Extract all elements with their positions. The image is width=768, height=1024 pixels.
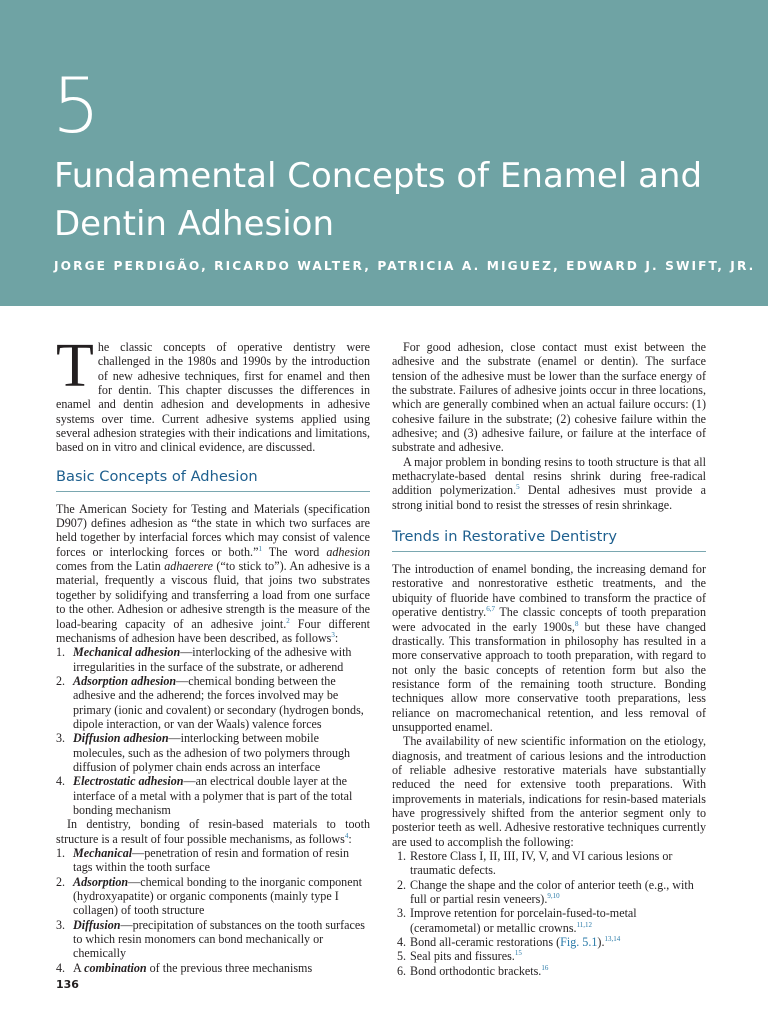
reference-link[interactable]: 3 (331, 630, 335, 639)
list-number: 1. (56, 846, 66, 860)
list-text: Change the shape and the color of anterior teeth (e.g., with full or partial resin veneers). (410, 877, 694, 907)
paragraph (392, 455, 706, 512)
left-column (56, 332, 370, 975)
list-number: 4. (397, 935, 407, 950)
list-item (56, 645, 370, 674)
chapter-number: 5 (52, 61, 100, 150)
text-run: : (348, 831, 352, 846)
section-heading-basic-concepts: Basic Concepts of Adhesion (56, 468, 370, 492)
list-term: Diffusion (73, 917, 121, 932)
list-text: —penetration of resin and formation of resin tags within the tooth surface (73, 846, 350, 875)
figure-link[interactable]: Fig. 5.1 (560, 935, 598, 950)
list-text: —an electrical double layer at the interface of a metal with a polymer that is part of the total bonding mechanism (73, 774, 353, 817)
italic-term: adhesion (326, 544, 370, 559)
list-item (56, 774, 370, 817)
text-run: : (334, 630, 339, 645)
list-text: Bond orthodontic brackets. (410, 963, 542, 978)
reference-link[interactable]: 8 (574, 619, 579, 628)
list-text: Restore Class I, II, III, IV, V, and VI carious lesions or traumatic defects. (410, 849, 673, 878)
chapter-authors: JORGE PERDIGÃO, RICARDO WALTER, PATRICIA A. MIGUEZ, EDWARD J. SWIFT, JR. (54, 259, 756, 273)
list-text: —chemical bonding between the adhesive and the adherend; the forces involved may be primary (ionic and covalent) or secondary (hydrogen bonds, dipole interaction, or van der Waals) valence forces (73, 673, 364, 731)
list-number: 4. (56, 774, 66, 789)
list-term: Adsorption adhesion (73, 673, 177, 688)
list-number: 1. (56, 645, 66, 660)
text-run: The introduction of enamel bonding, the increasing demand for restorative and nonrestorative esthetic treatments, and the ubiquity of fluoride have combined to transform the practice of operative dentistry. (392, 562, 706, 620)
list-item (392, 906, 706, 935)
chapter-banner (0, 0, 768, 306)
list-item (56, 846, 370, 875)
text-run: A major problem in bonding resins to tooth structure is that all methacrylate-based dental resins shrink during free-radical addition polymerization. (392, 454, 706, 498)
reference-link[interactable]: 13,14 (604, 935, 621, 944)
list-item (56, 674, 370, 731)
list-text: —chemical bonding to the inorganic component (hydroxyapatite) or organic components (mainly type I collagen) of tooth structure (73, 874, 362, 918)
text-run: but these have changed drastically. This transformation in philosophy has resulted in a more conservative approach to tooth preparation, with regard to not only the basic concepts of retention form but also the resistance form of the remaining tooth structure. Bonding techniques allow more conservative tooth preparations, less reliance on macromechanical retention, and less removal of unsupported enamel. (392, 619, 706, 734)
reference-link[interactable]: 5 (516, 483, 520, 492)
text-run: Dental adhesives must provide a strong initial bond to resist the stresses of resin shrinkage. (392, 483, 707, 512)
section-heading-trends: Trends in Restorative Dentistry (392, 528, 706, 552)
list-number: 6. (397, 963, 407, 978)
list-item (392, 949, 706, 963)
paragraph: For good adhesion, close contact must exist between the adhesive and the substrate (enamel or dentin). The surface tension of the adhesive must be lower than the surface energy of the substrate. Failures of adhesive joints occur in three locations, which are generally combined when an actual failure occurs: (1) cohesive failure in the substrate; (2) cohesive failure within the adhesive; and (3) adhesive failure, or failure at the interface of substrate and adhesive. (392, 340, 706, 455)
list-text: Seal pits and fissures. (410, 949, 515, 964)
text-run: The word (261, 544, 327, 559)
paragraph (56, 502, 370, 645)
text-run: The classic concepts of tooth preparation were advocated in the early 1900s, (392, 605, 706, 634)
page-number: 136 (56, 978, 79, 991)
list-number: 3. (56, 917, 66, 932)
list-item (56, 875, 370, 918)
list-term: Adsorption (73, 874, 129, 889)
list-text: Improve retention for porcelain-fused-to-metal (ceramometal) or metallic crowns. (410, 906, 637, 935)
paragraph: The availability of new scientific information on the etiology, diagnosis, and treatment of carious lesions and the introduction of reliable adhesive restorative materials have substantially reduced the need for extensive tooth preparations. With improvements in materials, indications for resin-based materials have progressively shifted from the anterior segment only to posterior teeth as well. Adhesive restorative techniques currently are used to accomplish the following: (392, 734, 706, 849)
adhesion-mechanisms-list (56, 645, 370, 817)
list-number: 5. (397, 949, 407, 964)
reference-link[interactable]: 6,7 (486, 605, 495, 614)
list-term: Mechanical adhesion (73, 645, 181, 660)
list-text: A (73, 960, 85, 975)
list-item (392, 964, 706, 978)
list-term: combination (84, 960, 147, 975)
list-item (56, 918, 370, 961)
list-item (56, 961, 370, 975)
list-number: 2. (56, 673, 66, 688)
list-text: ). (597, 935, 605, 950)
list-item (392, 935, 706, 949)
reference-link[interactable]: 16 (541, 963, 549, 972)
list-item (56, 731, 370, 774)
text-run: In dentistry, bonding of resin-based materials to tooth structure is a result of four possible mechanisms, as follows (56, 817, 370, 846)
paragraph (392, 562, 706, 734)
right-column (392, 340, 706, 978)
drop-cap: T (56, 332, 94, 400)
list-term: Mechanical (73, 846, 133, 860)
dental-bonding-mechanisms-list (56, 846, 370, 975)
list-text: of the previous three mechanisms (146, 960, 313, 975)
intro-text: he classic concepts of operative dentistry were challenged in the 1980s and 1990s by the introduction of new adhesive techniques, first for enamel and then for dentin. This chapter discusses the differences in enamel and dentin adhesion and developments in adhesive systems over time. Current adhesive systems applied using several adhesion strategies with their indications and limitations, based on in vitro and clinical evidence, are discussed. (56, 340, 370, 455)
reference-link[interactable]: 4 (344, 831, 349, 840)
list-number: 3. (397, 906, 407, 921)
text-run: The American Society for Testing and Materials (specification D907) defines adhesion as “the state in which two surfaces are held together by interfacial forces which may consist of valence forces or interlocking forces or both.” (56, 501, 370, 559)
list-text: —precipitation of substances on the tooth surfaces to which resin monomers can bond mechanically or chemically (73, 917, 365, 961)
list-number: 1. (397, 849, 407, 863)
text-run: (“to stick to”). An adhesive is a material, frequently a viscous fluid, that joins two substrates together by solidifying and transferring a load from one surface to the other. Adhesion or adhesive strength is the measure of the load-bearing capacity of an adhesive joint. (56, 559, 370, 631)
paragraph (56, 817, 370, 846)
list-text: —interlocking between mobile molecules, such as the adhesion of two polymers through diffusion of polymer chain ends across an interface (73, 731, 351, 774)
list-text: Bond all-ceramic restorations ( (410, 935, 561, 950)
intro-paragraph (56, 332, 370, 455)
reference-link[interactable]: 1 (258, 544, 262, 553)
adhesive-uses-list (392, 849, 706, 978)
text-run: comes from the Latin (56, 559, 165, 574)
list-number: 2. (397, 877, 407, 892)
list-number: 2. (56, 874, 66, 889)
list-item (392, 878, 706, 907)
reference-link[interactable]: 2 (286, 616, 290, 625)
list-item (392, 849, 706, 878)
reference-link[interactable]: 15 (514, 949, 522, 958)
chapter-title: Fundamental Concepts of Enamel and Dentin Adhesion (54, 156, 703, 244)
list-number: 3. (56, 731, 66, 746)
list-text: —interlocking of the adhesive with irregularities in the surface of the substrate, or adherend (73, 645, 352, 674)
list-term: Electrostatic adhesion (73, 774, 184, 789)
list-number: 4. (56, 960, 66, 975)
italic-term: adhaerere (164, 559, 214, 574)
list-term: Diffusion adhesion (73, 731, 169, 746)
reference-link[interactable]: 11,12 (576, 920, 593, 929)
reference-link[interactable]: 9,10 (547, 892, 560, 900)
text-run: Four different mechanisms of adhesion have been described, as follows (56, 616, 370, 645)
